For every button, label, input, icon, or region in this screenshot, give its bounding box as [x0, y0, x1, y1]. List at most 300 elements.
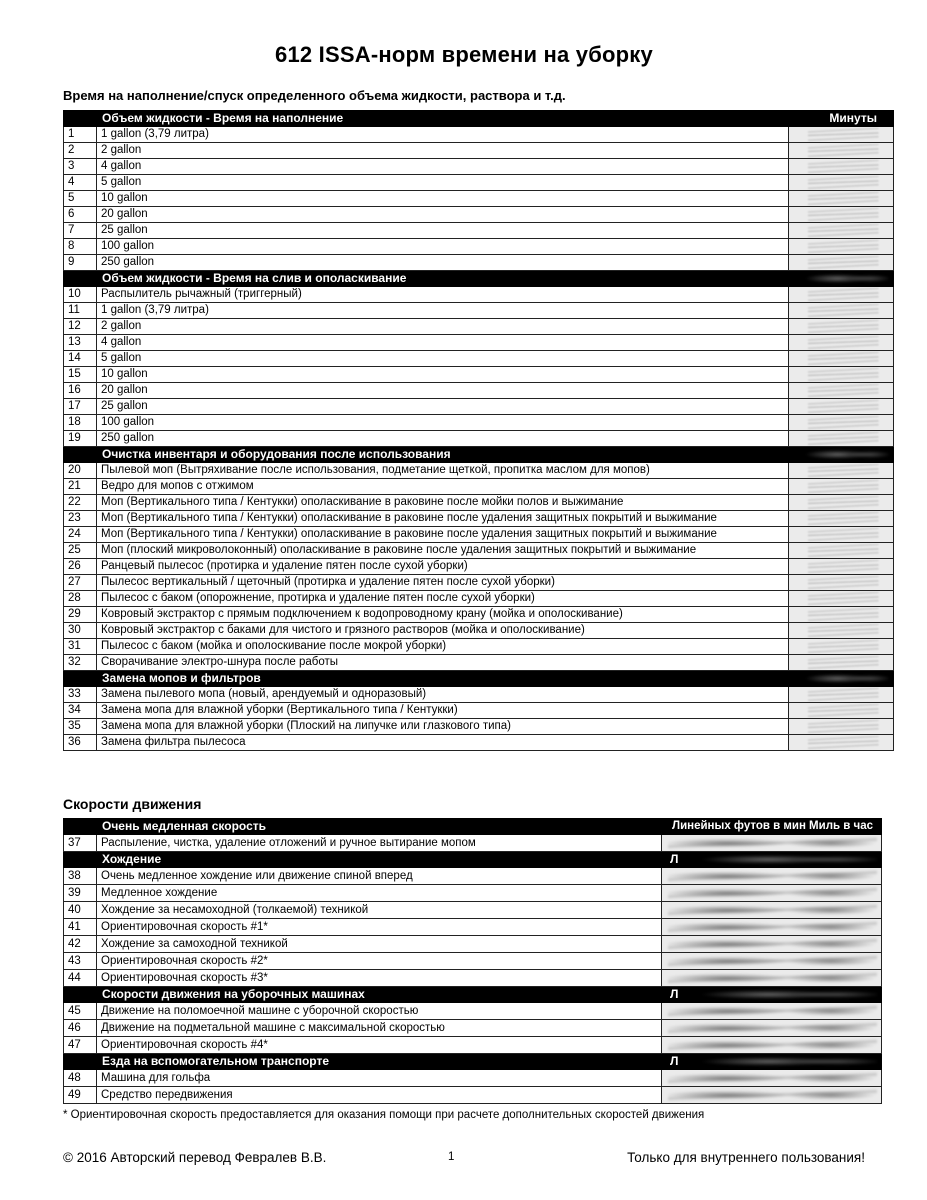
value-cell-redacted [662, 868, 882, 885]
row-number: 37 [64, 835, 97, 852]
row-number: 41 [64, 919, 97, 936]
row-number: 9 [64, 255, 97, 271]
redacted-value-smudge [795, 656, 889, 669]
table-row [64, 703, 894, 719]
table-row [64, 559, 894, 575]
table-row [64, 835, 882, 852]
row-description: Моп (Вертикального типа / Кентукки) ополаскивание в раковине после мойки полов и выжимание [97, 495, 789, 511]
row-number: 14 [64, 351, 97, 367]
row-description: Моп (Вертикального типа / Кентукки) ополаскивание в раковине после удаления защитных покрытий и выжимание [97, 511, 789, 527]
redacted-value-smudge [668, 920, 877, 934]
value-cell-redacted [789, 207, 894, 223]
row-description: Пылесос с баком (мойка и ополоскивание после мокрой уборки) [97, 639, 789, 655]
redacted-value-smudge [795, 384, 889, 397]
table-row [64, 175, 894, 191]
redacted-value-smudge [795, 464, 889, 477]
table-row [64, 902, 882, 919]
table-row [64, 223, 894, 239]
value-cell-redacted [789, 191, 894, 207]
value-cell-redacted [789, 431, 894, 447]
redacted-value-smudge [795, 496, 889, 509]
table-row [64, 511, 894, 527]
section-header-label: Объем жидкости - Время на наполнение [97, 111, 789, 127]
value-cell-redacted [789, 415, 894, 431]
table-row [64, 1037, 882, 1054]
row-description: Ориентировочная скорость #1* [97, 919, 662, 936]
row-description: Движение на поломоечной машине с уборочной скоростью [97, 1003, 662, 1020]
section-header-row [64, 1054, 882, 1070]
value-cell-redacted [789, 687, 894, 703]
row-number: 47 [64, 1037, 97, 1054]
row-number: 18 [64, 415, 97, 431]
section-header-label: Очистка инвентаря и оборудования после использования [97, 447, 789, 463]
section-header-label: Объем жидкости - Время на слив и ополаскивание [97, 271, 789, 287]
row-description: 250 gallon [97, 431, 789, 447]
row-number: 49 [64, 1087, 97, 1104]
row-description: Замена пылевого мопа (новый, арендуемый и одноразовый) [97, 687, 789, 703]
row-number: 13 [64, 335, 97, 351]
redacted-value-smudge [668, 886, 877, 900]
redacted-value-smudge [795, 368, 889, 381]
section-header-num-cell [64, 819, 97, 835]
row-description: 25 gallon [97, 223, 789, 239]
redacted-value-smudge [795, 576, 889, 589]
value-cell-redacted [789, 719, 894, 735]
redacted-header-smudge [680, 1055, 877, 1068]
row-number: 46 [64, 1020, 97, 1037]
table-row [64, 953, 882, 970]
table-row [64, 575, 894, 591]
row-number: 19 [64, 431, 97, 447]
row-number: 7 [64, 223, 97, 239]
section-header-value-cell [789, 671, 894, 687]
footnote: * Ориентировочная скорость предоставляется для оказания помощи при расчете дополнительных скоростей движения [63, 1109, 705, 1121]
redacted-value-smudge [795, 720, 889, 733]
table-row [64, 479, 894, 495]
row-description: Пылесос вертикальный / щеточный (протирка и удаление пятен после сухой уборки) [97, 575, 789, 591]
section-header-value-cell [789, 447, 894, 463]
value-cell-redacted [789, 239, 894, 255]
row-description: Замена фильтра пылесоса [97, 735, 789, 751]
table-row [64, 719, 894, 735]
row-description: 5 gallon [97, 175, 789, 191]
value-cell-redacted [789, 335, 894, 351]
redacted-value-smudge [668, 1004, 877, 1018]
row-number: 3 [64, 159, 97, 175]
table-row [64, 463, 894, 479]
value-cell-redacted [789, 351, 894, 367]
redacted-value-smudge [795, 528, 889, 541]
value-cell-redacted [789, 223, 894, 239]
row-description: Пылевой моп (Вытряхивание после использования, подметание щеткой, пропитка маслом для мопов) [97, 463, 789, 479]
row-number: 5 [64, 191, 97, 207]
redacted-value-smudge [795, 176, 889, 189]
value-cell-redacted [662, 835, 882, 852]
row-number: 27 [64, 575, 97, 591]
row-description: 10 gallon [97, 367, 789, 383]
value-cell-redacted [662, 919, 882, 936]
table-row [64, 415, 894, 431]
row-number: 10 [64, 287, 97, 303]
row-number: 48 [64, 1070, 97, 1087]
section-header-value-cell [662, 852, 882, 868]
row-description: Движение на подметальной машине с максимальной скоростью [97, 1020, 662, 1037]
table-row [64, 303, 894, 319]
footer-copyright: © 2016 Авторский перевод Февралев В.В. [63, 1150, 327, 1165]
table-row [64, 687, 894, 703]
table-row [64, 367, 894, 383]
row-description: Замена мопа для влажной уборки (Плоский на липучке или глазкового типа) [97, 719, 789, 735]
redacted-value-smudge [795, 288, 889, 301]
section-header-row [64, 987, 882, 1003]
value-cell-redacted [662, 970, 882, 987]
redacted-value-smudge [795, 480, 889, 493]
value-cell-redacted [789, 383, 894, 399]
row-number: 45 [64, 1003, 97, 1020]
fill-section-heading: Время на наполнение/спуск определенного объема жидкости, раствора и т.д. [63, 88, 566, 103]
table-row [64, 495, 894, 511]
redacted-header-smudge [795, 448, 889, 461]
table-row [64, 383, 894, 399]
row-description: Ориентировочная скорость #4* [97, 1037, 662, 1054]
redacted-value-smudge [795, 208, 889, 221]
redacted-header-smudge [680, 853, 877, 866]
redacted-value-smudge [795, 144, 889, 157]
row-number: 20 [64, 463, 97, 479]
redacted-header-smudge [795, 672, 889, 685]
row-number: 39 [64, 885, 97, 902]
table-row [64, 936, 882, 953]
value-cell-redacted [662, 1003, 882, 1020]
section-header-label: Хождение [97, 852, 662, 868]
row-description: 1 gallon (3,79 литра) [97, 303, 789, 319]
row-description: Ориентировочная скорость #3* [97, 970, 662, 987]
value-cell-redacted [662, 885, 882, 902]
row-description: 250 gallon [97, 255, 789, 271]
row-number: 25 [64, 543, 97, 559]
section-header-num-cell [64, 111, 97, 127]
redacted-value-smudge [795, 736, 889, 749]
row-description: Медленное хождение [97, 885, 662, 902]
row-number: 24 [64, 527, 97, 543]
redacted-header-prefix: Л [670, 852, 679, 866]
row-number: 36 [64, 735, 97, 751]
section-header-value-cell [662, 1054, 882, 1070]
value-cell-redacted [789, 479, 894, 495]
table-row [64, 351, 894, 367]
row-number: 26 [64, 559, 97, 575]
row-description: Ковровый экстрактор с баками для чистого и грязного растворов (мойка и ополоскивание) [97, 623, 789, 639]
section-header-value-cell [789, 271, 894, 287]
table-row [64, 191, 894, 207]
row-number: 38 [64, 868, 97, 885]
value-cell-redacted [789, 463, 894, 479]
row-description: Пылесос с баком (опорожнение, протирка и удаление пятен после сухой уборки) [97, 591, 789, 607]
row-description: 5 gallon [97, 351, 789, 367]
speed-section-heading: Скорости движения [63, 796, 202, 812]
section-header-label: Скорости движения на уборочных машинах [97, 987, 662, 1003]
table-row [64, 1003, 882, 1020]
table-row [64, 868, 882, 885]
row-description: Сворачивание электро-шнура после работы [97, 655, 789, 671]
table-row [64, 1070, 882, 1087]
table-row [64, 159, 894, 175]
section-header-num-cell [64, 852, 97, 868]
section-header-num-cell [64, 1054, 97, 1070]
redacted-header-area [666, 852, 879, 867]
redacted-header-area [666, 1054, 879, 1069]
mph-column-header: Миль в час [809, 820, 873, 832]
row-description: Ведро для мопов с отжимом [97, 479, 789, 495]
redacted-value-smudge [668, 971, 877, 985]
row-number: 6 [64, 207, 97, 223]
value-cell-redacted [662, 936, 882, 953]
row-number: 29 [64, 607, 97, 623]
redacted-value-smudge [668, 1038, 877, 1052]
row-description: Машина для гольфа [97, 1070, 662, 1087]
value-cell-redacted [789, 655, 894, 671]
value-cell-redacted [789, 367, 894, 383]
section-header-row [64, 271, 894, 287]
table-row [64, 207, 894, 223]
row-description: Ранцевый пылесос (протирка и удаление пятен после сухой уборки) [97, 559, 789, 575]
value-cell-redacted [662, 902, 882, 919]
redacted-value-smudge [795, 704, 889, 717]
redacted-value-smudge [668, 836, 877, 850]
row-number: 43 [64, 953, 97, 970]
table-row [64, 735, 894, 751]
table-row [64, 885, 882, 902]
row-number: 28 [64, 591, 97, 607]
redacted-header-area [666, 987, 879, 1002]
row-number: 21 [64, 479, 97, 495]
redacted-value-smudge [668, 954, 877, 968]
redacted-value-smudge [795, 432, 889, 445]
value-cell-redacted [789, 559, 894, 575]
row-number: 30 [64, 623, 97, 639]
value-cell-redacted [789, 575, 894, 591]
redacted-value-smudge [668, 937, 877, 951]
row-description: Ковровый экстрактор с прямым подключением к водопроводному крану (мойка и ополоскивание) [97, 607, 789, 623]
row-number: 33 [64, 687, 97, 703]
table-row [64, 319, 894, 335]
section-header-row [64, 111, 894, 127]
row-number: 22 [64, 495, 97, 511]
row-number: 31 [64, 639, 97, 655]
value-cell-redacted [789, 735, 894, 751]
redacted-value-smudge [795, 416, 889, 429]
minutes-column-header: Минуты [789, 111, 894, 127]
row-description: 100 gallon [97, 239, 789, 255]
value-cell-redacted [789, 527, 894, 543]
redacted-value-smudge [795, 544, 889, 557]
row-description: Замена мопа для влажной уборки (Вертикального типа / Кентукки) [97, 703, 789, 719]
value-cell-redacted [789, 607, 894, 623]
redacted-value-smudge [795, 560, 889, 573]
row-number: 23 [64, 511, 97, 527]
table-row [64, 543, 894, 559]
value-cell-redacted [662, 953, 882, 970]
redacted-value-smudge [795, 688, 889, 701]
section-header-value-cell [662, 819, 882, 835]
redacted-header-prefix: Л [670, 987, 679, 1001]
row-description: 20 gallon [97, 383, 789, 399]
table-row [64, 143, 894, 159]
value-cell-redacted [789, 319, 894, 335]
value-cell-redacted [662, 1070, 882, 1087]
fill-times-table [63, 110, 894, 751]
redacted-value-smudge [795, 400, 889, 413]
table-row [64, 1087, 882, 1104]
section-header-value-cell [662, 987, 882, 1003]
footer-page-number: 1 [448, 1151, 455, 1163]
row-description: Ориентировочная скорость #2* [97, 953, 662, 970]
row-description: Средство передвижения [97, 1087, 662, 1104]
value-cell-redacted [789, 159, 894, 175]
row-description: Моп (плоский микроволоконный) ополаскивание в раковине после удаления защитных покрытий и выжимание [97, 543, 789, 559]
value-cell-redacted [662, 1087, 882, 1104]
table-row [64, 1020, 882, 1037]
row-description: 1 gallon (3,79 литра) [97, 127, 789, 143]
redacted-header-prefix: Л [670, 1054, 679, 1068]
redacted-value-smudge [795, 352, 889, 365]
row-description: 4 gallon [97, 159, 789, 175]
redacted-value-smudge [795, 192, 889, 205]
fill-times-table-body [64, 111, 894, 751]
table-row [64, 335, 894, 351]
section-header-num-cell [64, 447, 97, 463]
redacted-value-smudge [795, 512, 889, 525]
row-number: 15 [64, 367, 97, 383]
movement-speeds-table-body [64, 819, 882, 1104]
row-number: 2 [64, 143, 97, 159]
value-cell-redacted [789, 143, 894, 159]
table-row [64, 623, 894, 639]
table-row [64, 655, 894, 671]
row-number: 44 [64, 970, 97, 987]
redacted-header-smudge [680, 988, 877, 1001]
row-description: Очень медленное хождение или движение спиной вперед [97, 868, 662, 885]
value-cell-redacted [789, 399, 894, 415]
table-row [64, 239, 894, 255]
value-cell-redacted [662, 1037, 882, 1054]
redacted-value-smudge [795, 320, 889, 333]
redacted-value-smudge [795, 224, 889, 237]
table-row [64, 607, 894, 623]
speed-column-headers [666, 820, 879, 833]
footer-notice: Только для внутреннего пользования! [627, 1150, 865, 1165]
section-header-num-cell [64, 271, 97, 287]
row-number: 1 [64, 127, 97, 143]
row-description: 10 gallon [97, 191, 789, 207]
redacted-value-smudge [795, 240, 889, 253]
row-number: 34 [64, 703, 97, 719]
redacted-value-smudge [795, 592, 889, 605]
redacted-value-smudge [668, 869, 877, 883]
section-header-row [64, 819, 882, 835]
table-row [64, 255, 894, 271]
value-cell-redacted [789, 303, 894, 319]
section-header-label: Очень медленная скорость [97, 819, 662, 835]
feet-per-min-column-header: Линейных футов в мин [672, 820, 806, 832]
section-header-label: Езда на вспомогательном транспорте [97, 1054, 662, 1070]
table-row [64, 527, 894, 543]
redacted-value-smudge [795, 624, 889, 637]
redacted-value-smudge [795, 128, 889, 141]
row-description: Распыление, чистка, удаление отложений и ручное вытирание мопом [97, 835, 662, 852]
row-description: 2 gallon [97, 143, 789, 159]
redacted-value-smudge [795, 608, 889, 621]
row-description: 25 gallon [97, 399, 789, 415]
value-cell-redacted [789, 639, 894, 655]
section-header-row [64, 671, 894, 687]
redacted-value-smudge [668, 1088, 877, 1102]
value-cell-redacted [789, 703, 894, 719]
table-row [64, 970, 882, 987]
value-cell-redacted [789, 287, 894, 303]
section-header-num-cell [64, 671, 97, 687]
row-number: 35 [64, 719, 97, 735]
value-cell-redacted [789, 495, 894, 511]
table-row [64, 431, 894, 447]
redacted-value-smudge [668, 1071, 877, 1085]
table-row [64, 919, 882, 936]
row-number: 12 [64, 319, 97, 335]
row-number: 4 [64, 175, 97, 191]
value-cell-redacted [789, 511, 894, 527]
value-cell-redacted [789, 591, 894, 607]
movement-speeds-table [63, 818, 882, 1104]
page-title: 612 ISSA-норм времени на уборку [275, 42, 653, 67]
redacted-value-smudge [668, 1021, 877, 1035]
row-number: 11 [64, 303, 97, 319]
value-cell-redacted [789, 255, 894, 271]
value-cell-redacted [662, 1020, 882, 1037]
section-header-row [64, 852, 882, 868]
table-row [64, 287, 894, 303]
row-description: 20 gallon [97, 207, 789, 223]
value-cell-redacted [789, 623, 894, 639]
table-row [64, 127, 894, 143]
value-cell-redacted [789, 175, 894, 191]
redacted-value-smudge [795, 336, 889, 349]
section-header-num-cell [64, 987, 97, 1003]
row-description: Хождение за самоходной техникой [97, 936, 662, 953]
row-number: 32 [64, 655, 97, 671]
row-description: Моп (Вертикального типа / Кентукки) ополаскивание в раковине после удаления защитных покрытий и выжимание [97, 527, 789, 543]
table-row [64, 399, 894, 415]
redacted-value-smudge [795, 256, 889, 269]
value-cell-redacted [789, 543, 894, 559]
table-row [64, 639, 894, 655]
redacted-value-smudge [795, 640, 889, 653]
row-description: Распылитель рычажный (триггерный) [97, 287, 789, 303]
redacted-value-smudge [668, 903, 877, 917]
row-number: 42 [64, 936, 97, 953]
redacted-value-smudge [795, 304, 889, 317]
row-number: 8 [64, 239, 97, 255]
redacted-value-smudge [795, 160, 889, 173]
table-row [64, 591, 894, 607]
row-description: 4 gallon [97, 335, 789, 351]
row-number: 17 [64, 399, 97, 415]
row-description: Хождение за несамоходной (толкаемой) техникой [97, 902, 662, 919]
row-number: 16 [64, 383, 97, 399]
section-header-row [64, 447, 894, 463]
section-header-label: Замена мопов и фильтров [97, 671, 789, 687]
value-cell-redacted [789, 127, 894, 143]
row-description: 100 gallon [97, 415, 789, 431]
